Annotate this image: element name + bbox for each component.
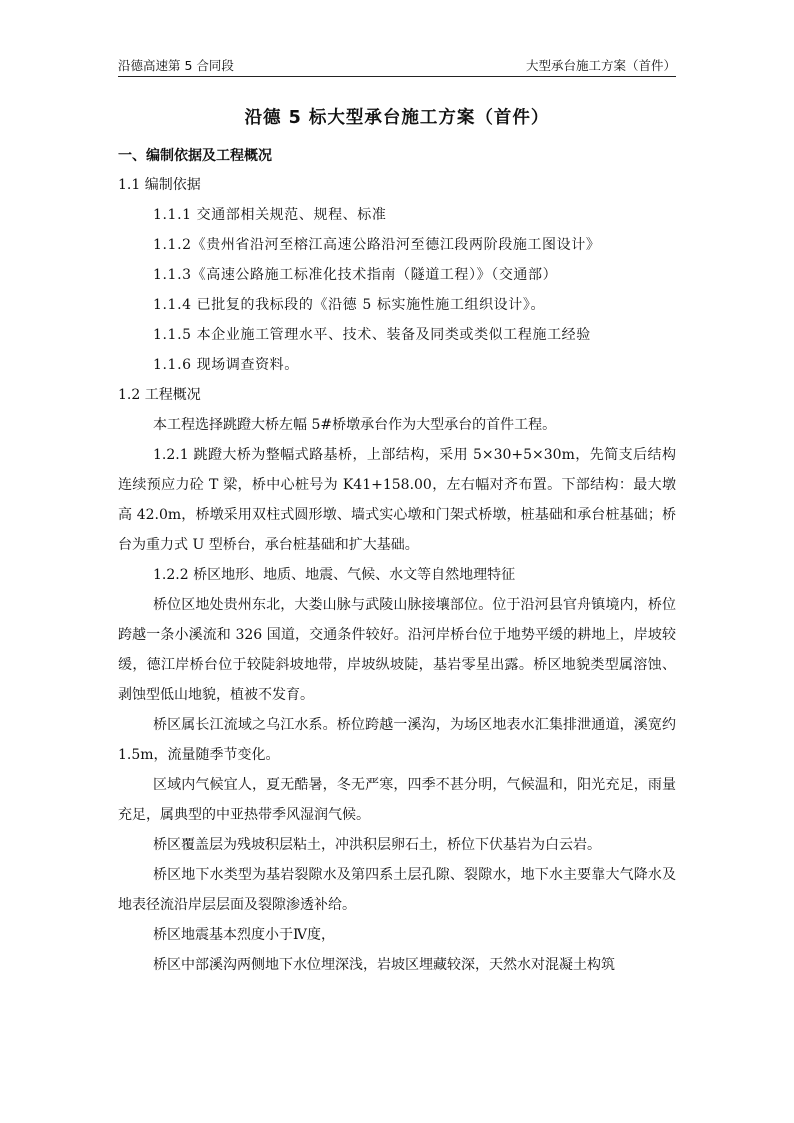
overview-paragraph: 1.2.2 桥区地形、地质、地震、气候、水文等自然地理特征 (153, 567, 516, 583)
overview-paragraph: 桥区属长江流域之乌江水系。桥位跨越一溪沟，为场区地表水汇集排泄通道，溪宽约 1.5m，流量随季节变化。 (118, 717, 676, 763)
overview-paragraph: 桥区中部溪沟两侧地下水位埋深浅，岩坡区埋藏较深，天然水对混凝土构筑 (153, 957, 615, 973)
document-title: 沿德 5 标大型承台施工方案（首件） (244, 108, 550, 128)
basis-item: 1.1.3《高速公路施工标准化技术指南（隧道工程）》（交通部） (153, 267, 558, 283)
overview-paragraph: 本工程选择跳蹬大桥左幅 5#桥墩承台作为大型承台的首件工程。 (153, 417, 557, 433)
overview-paragraph: 桥位区地处贵州东北，大娄山脉与武陵山脉接壤部位。位于沿河县官舟镇境内，桥位跨越一条小溪流和 326 国道，交通条件较好。沿河岸桥台位于地势平缓的耕地上，岸坡较缓，德江岸桥台位于较陡斜坡地带，岸坡纵坡陡，基岩零星出露。桥区地貌类型属溶蚀、剥蚀型低山地貌，植被不发育。 (118, 597, 676, 703)
subsection-heading-overview: 1.2 工程概况 (118, 387, 201, 403)
page-header (118, 57, 676, 77)
header-document-name: 大型承台施工方案（首件） (525, 58, 676, 73)
overview-paragraph: 桥区地下水类型为基岩裂隙水及第四系土层孔隙、裂隙水，地下水主要靠大气降水及地表径流沿岸层层面及裂隙渗透补给。 (118, 867, 676, 913)
overview-paragraph: 桥区覆盖层为残坡积层粘土，冲洪积层卵石土，桥位下伏基岩为白云岩。 (153, 837, 601, 853)
basis-item: 1.1.2《贵州省沿河至榕江高速公路沿河至德江段两阶段施工图设计》 (153, 237, 601, 253)
basis-item: 1.1.5 本企业施工管理水平、技术、装备及同类或类似工程施工经验 (153, 327, 591, 343)
section-heading: 一、编制依据及工程概况 (118, 148, 272, 164)
overview-paragraph: 1.2.1 跳蹬大桥为整幅式路基桥，上部结构，采用 5×30+5×30m，先简支后结构连续预应力砼 T 梁，桥中心桩号为 K41+158.00，左右幅对齐布置。下部结构：最大墩高 42.0m，桥墩采用双柱式圆形墩、墙式实心墩和门架式桥墩，桩基础和承台桩基础；桥台为重力式 U 型桥台，承台桩基础和扩大基础。 (118, 447, 676, 553)
overview-paragraph: 区域内气候宜人，夏无酷暑，冬无严寒，四季不甚分明，气候温和，阳光充足，雨量充足，属典型的中亚热带季风湿润气候。 (118, 777, 676, 823)
subsection-heading-basis: 1.1 编制依据 (118, 177, 201, 193)
document-body (118, 142, 676, 980)
header-project-name: 沿德高速第 5 合同段 (118, 58, 234, 73)
basis-item: 1.1.6 现场调查资料。 (153, 357, 299, 373)
overview-paragraph: 桥区地震基本烈度小于Ⅳ度， (153, 927, 335, 943)
basis-item: 1.1.4 已批复的我标段的《沿德 5 标实施性施工组织设计》。 (153, 297, 546, 313)
basis-item: 1.1.1 交通部相关规范、规程、标准 (153, 207, 387, 223)
